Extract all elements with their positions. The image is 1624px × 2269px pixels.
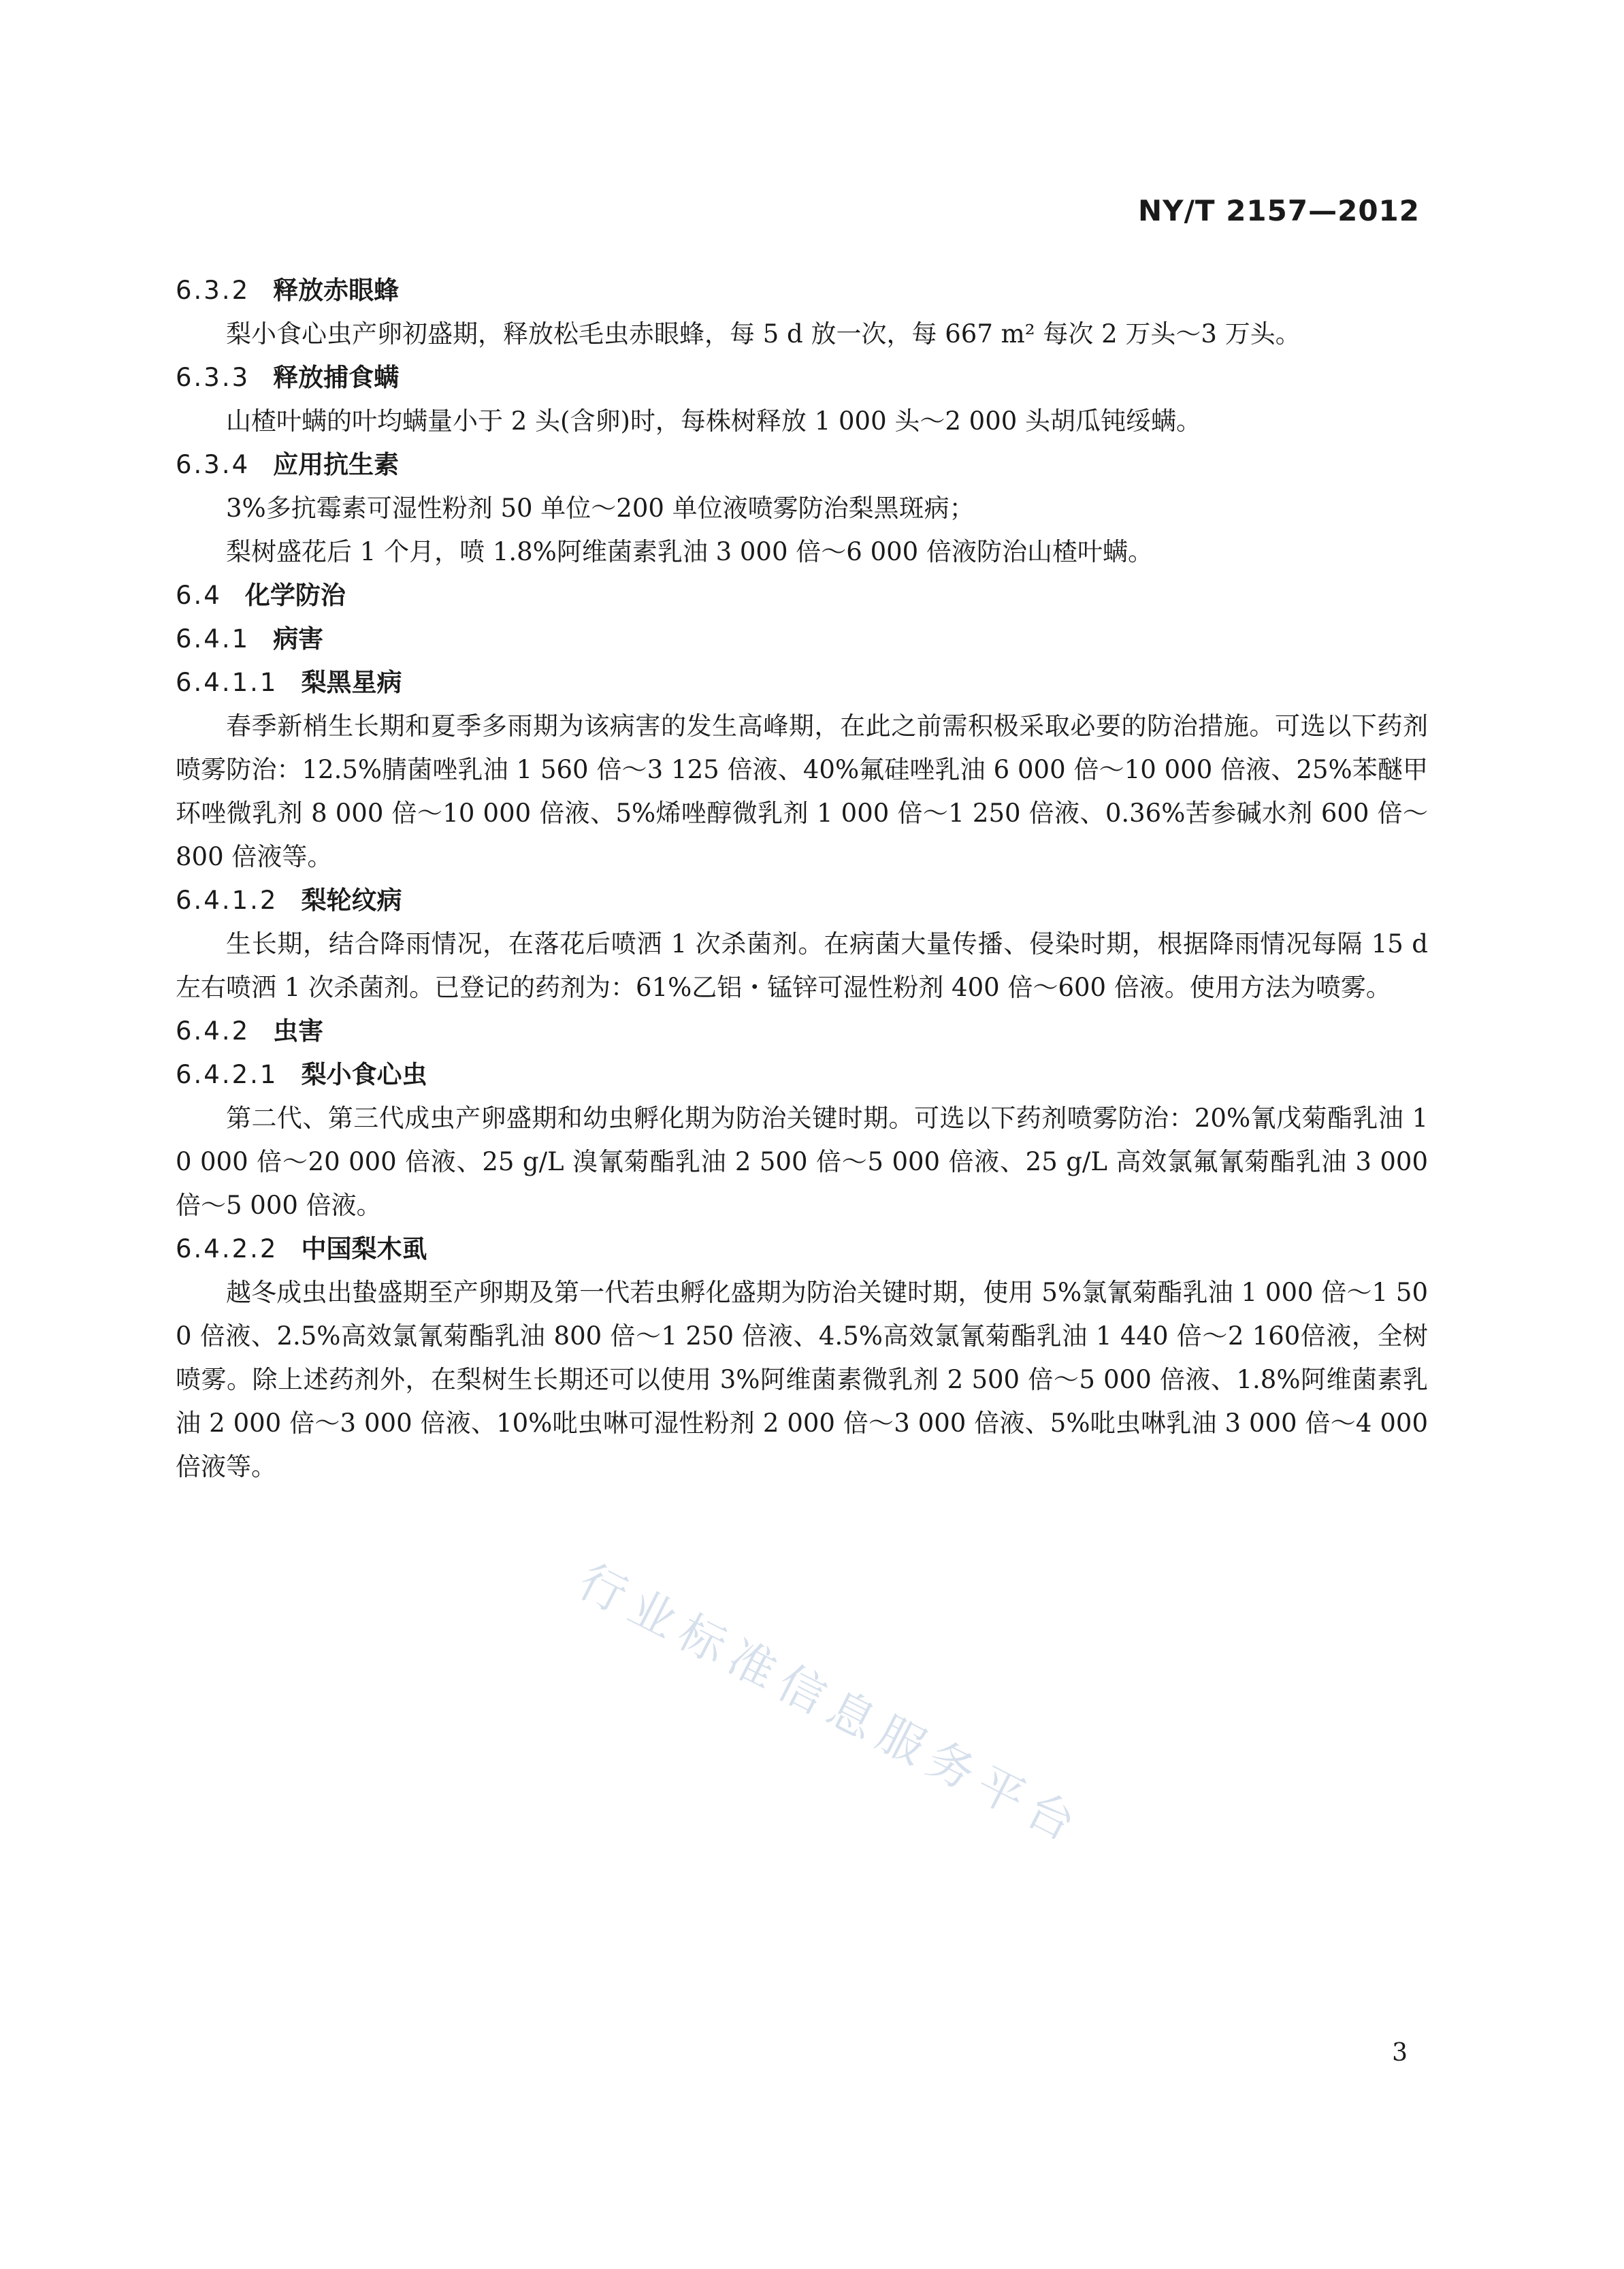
section-title: 梨轮纹病 (301, 886, 402, 915)
paragraph: 第二代、第三代成虫产卵盛期和幼虫孵化期为防治关键时期。可选以下药剂喷雾防治：20%氰戊菊酯乳油 10 000 倍～20 000 倍液、25 g/L 溴氰菊酯乳油 2 500 倍～5 000 倍液、25 g/L 高效氯氟氰菊酯乳油 3 000 倍～5 000 倍液。 (176, 1104, 1428, 1220)
section-number: 6.3.4 (176, 450, 250, 479)
section-number: 6.4.1.2 (176, 886, 278, 915)
document-body (176, 269, 1428, 1489)
section-title: 虫害 (273, 1016, 324, 1046)
section-heading-6-4-1-1 (176, 661, 1428, 705)
section-heading-6-4 (176, 574, 1428, 617)
paragraph: 梨小食心虫产卵初盛期，释放松毛虫赤眼蜂，每 5 d 放一次，每 667 m² 每次 2 万头～3 万头。 (226, 319, 1301, 349)
section-heading-6-4-2-1 (176, 1053, 1428, 1097)
section-number: 6.3.3 (176, 363, 250, 392)
section-number: 6.4 (176, 581, 222, 610)
section-title: 梨小食心虫 (301, 1060, 427, 1089)
section-title: 化学防治 (244, 581, 346, 610)
section-title: 释放赤眼蜂 (273, 276, 400, 305)
section-number: 6.4.2.1 (176, 1060, 278, 1089)
section-heading-6-3-2 (176, 269, 1428, 312)
page-number: 3 (1392, 2039, 1408, 2067)
section-number: 6.4.1 (176, 624, 250, 654)
section-title: 应用抗生素 (273, 450, 400, 479)
section-title: 病害 (273, 624, 324, 654)
paragraph: 生长期，结合降雨情况，在落花后喷洒 1 次杀菌剂。在病菌大量传播、侵染时期，根据降雨情况每隔 15 d 左右喷洒 1 次杀菌剂。已登记的药剂为：61%乙铝・锰锌可湿性粉剂 400 倍～600 倍液。使用方法为喷雾。 (176, 929, 1428, 1002)
standard-code: NY/T 2157—2012 (1138, 194, 1420, 227)
paragraph: 春季新梢生长期和夏季多雨期为该病害的发生高峰期，在此之前需积极采取必要的防治措施。可选以下药剂喷雾防治：12.5%腈菌唑乳油 1 560 倍～3 125 倍液、40%氟硅唑乳油 6 000 倍～10 000 倍液、25%苯醚甲环唑微乳剂 8 000 倍～10 000 倍液、5%烯唑醇微乳剂 1 000 倍～1 250 倍液、0.36%苦参碱水剂 600 倍～800 倍液等。 (176, 711, 1428, 871)
section-number: 6.4.1.1 (176, 668, 278, 697)
section-title: 释放捕食螨 (273, 363, 400, 392)
section-heading-6-4-2-2 (176, 1227, 1428, 1271)
section-title: 梨黑星病 (301, 668, 402, 697)
section-number: 6.4.2.2 (176, 1234, 278, 1264)
paragraph: 越冬成虫出蛰盛期至产卵期及第一代若虫孵化盛期为防治关键时期，使用 5%氯氰菊酯乳油 1 000 倍～1 500 倍液、2.5%高效氯氰菊酯乳油 800 倍～1 250 倍液、4.5%高效氯氰菊酯乳油 1 440 倍～2 160倍液，全树喷雾。除上述药剂外，在梨树生长期还可以使用 3%阿维菌素微乳剂 2 500 倍～5 000 倍液、1.8%阿维菌素乳油 2 000 倍～3 000 倍液、10%吡虫啉可湿性粉剂 2 000 倍～3 000 倍液、5%吡虫啉乳油 3 000 倍～4 000 倍液等。 (176, 1278, 1428, 1481)
section-heading-6-4-1-2 (176, 879, 1428, 922)
section-number: 6.3.2 (176, 276, 250, 305)
section-title: 中国梨木虱 (301, 1234, 427, 1264)
watermark: 行业标准信息服务平台 (570, 1554, 1092, 1856)
paragraph: 梨树盛花后 1 个月，喷 1.8%阿维菌素乳油 3 000 倍～6 000 倍液防治山楂叶螨。 (226, 537, 1153, 566)
paragraph: 山楂叶螨的叶均螨量小于 2 头(含卵)时，每株树释放 1 000 头～2 000 头胡瓜钝绥螨。 (226, 406, 1202, 436)
section-heading-6-4-1 (176, 617, 1428, 661)
section-heading-6-3-4 (176, 443, 1428, 487)
paragraph: 3%多抗霉素可湿性粉剂 50 单位～200 单位液喷雾防治梨黑斑病； (226, 494, 975, 523)
section-heading-6-3-3 (176, 356, 1428, 400)
section-heading-6-4-2 (176, 1010, 1428, 1053)
section-number: 6.4.2 (176, 1016, 250, 1046)
